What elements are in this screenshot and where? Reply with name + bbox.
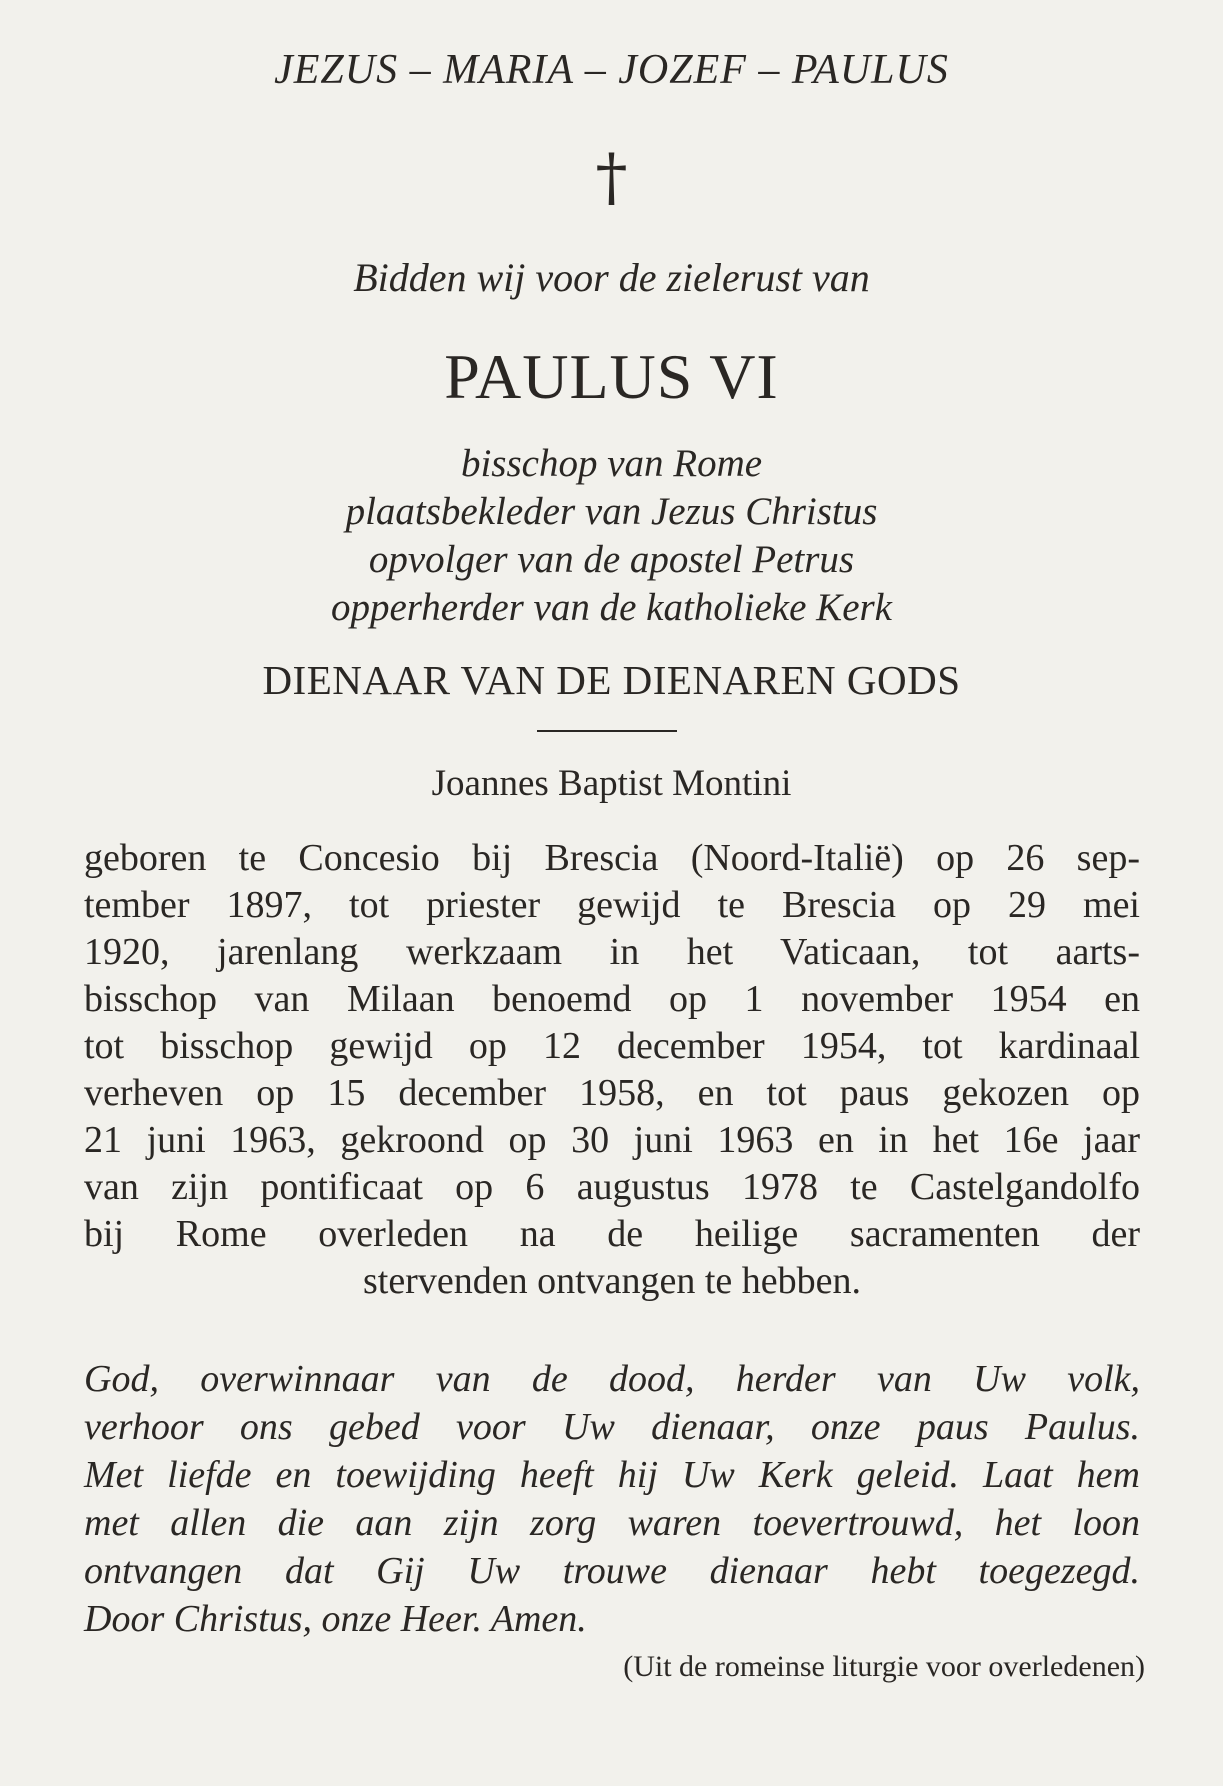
cross-icon: †	[595, 141, 628, 215]
prayer-intro: Bidden wij voor de zielerust van	[353, 255, 870, 300]
biography-line: tember 1897, tot priester gewijd te Brescia op 29 mei	[84, 884, 1140, 926]
biography-line: bij Rome overleden na de heilige sacramenten der	[84, 1213, 1140, 1255]
prayer-paragraph	[84, 1355, 1140, 1643]
biography-line: verheven op 15 december 1958, en tot paus gekozen op	[84, 1072, 1140, 1114]
title-line: opperherder van de katholieke Kerk	[331, 586, 892, 629]
title-line: bisschop van Rome	[460, 442, 763, 485]
biography-line: geboren te Concesio bij Brescia (Noord-Italië) op 26 sep-	[84, 837, 1140, 879]
biography-line: tot bisschop gewijd op 12 december 1954, tot kardinaal	[84, 1025, 1140, 1067]
titles-list	[0, 440, 1223, 632]
biography-line: stervenden ontvangen te hebben.	[362, 1260, 862, 1302]
birth-name: Joannes Baptist Montini	[431, 763, 792, 804]
biography-line: 1920, jarenlang werkzaam in het Vaticaan, tot aarts-	[84, 931, 1140, 973]
biography-line: van zijn pontificaat op 6 augustus 1978 te Castelgandolfo	[84, 1166, 1140, 1208]
biography-line: 21 juni 1963, gekroond op 30 juni 1963 en in het 16e jaar	[84, 1119, 1140, 1161]
prayer-line: met allen die aan zijn zorg waren toevertrouwd, het loon	[84, 1502, 1140, 1544]
invocation-heading: JEZUS – MARIA – JOZEF – PAULUS	[274, 47, 949, 93]
biography-line: bisschop van Milaan benoemd op 1 november 1954 en	[84, 978, 1140, 1020]
divider-rule	[537, 730, 677, 732]
deceased-name: PAULUS VI	[444, 341, 779, 412]
prayer-line: Met liefde en toewijding heeft hij Uw Kerk geleid. Laat hem	[84, 1454, 1140, 1496]
prayer-source: (Uit de romeinse liturgie voor overledenen)	[623, 1650, 1145, 1683]
title-line: opvolger van de apostel Petrus	[368, 538, 855, 581]
prayer-line: God, overwinnaar van de dood, herder van Uw volk,	[84, 1358, 1140, 1400]
biography-paragraph	[84, 835, 1140, 1305]
prayer-line: ontvangen dat Gij Uw trouwe dienaar hebt toegezegd.	[84, 1550, 1140, 1592]
title-line: plaatsbekleder van Jezus Christus	[345, 490, 878, 533]
honorific-title: DIENAAR VAN DE DIENAREN GODS	[262, 657, 961, 703]
prayer-line: Door Christus, onze Heer. Amen.	[84, 1598, 587, 1640]
prayer-line: verhoor ons gebed voor Uw dienaar, onze paus Paulus.	[84, 1406, 1140, 1448]
